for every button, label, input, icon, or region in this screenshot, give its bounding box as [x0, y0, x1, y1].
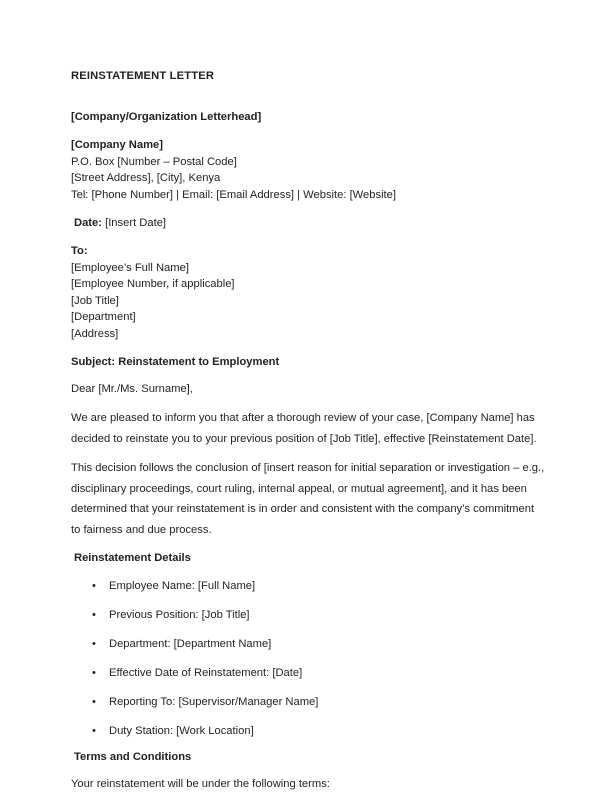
company-address-block	[71, 137, 545, 203]
bullet-icon: •	[92, 725, 96, 737]
list-item	[71, 665, 545, 681]
body-paragraph-1: We are pleased to inform you that after a thorough review of your case, [Company Name] has decided to reinstate you to your previous position of [Job Title], effective [Reinstatement Date].	[71, 412, 537, 445]
list-item-label: Previous Position: [Job Title]	[109, 609, 250, 621]
bullet-icon: •	[92, 667, 96, 679]
spacer	[71, 765, 545, 776]
reinstatement-details-list	[71, 578, 545, 739]
section-heading-terms-and-conditions: Terms and Conditions	[74, 751, 192, 763]
spacer	[71, 397, 545, 408]
bullet-icon: •	[92, 638, 96, 650]
company-contact-line: Tel: [Phone Number] | Email: [Email Address] | Website: [Website]	[71, 188, 396, 201]
company-po-box: P.O. Box [Number – Postal Code]	[71, 155, 237, 168]
recipient-line: [Employee Number, if applicable]	[71, 278, 235, 290]
spacer	[71, 540, 545, 550]
recipient-line: [Address]	[71, 327, 119, 340]
recipient-line: [Employee’s Full Name]	[71, 261, 189, 274]
list-item-label: Effective Date of Reinstatement: [Date]	[109, 667, 303, 679]
bullet-icon: •	[92, 580, 96, 592]
subject-line: Subject: Reinstatement to Employment	[71, 356, 280, 368]
list-item	[71, 694, 545, 710]
bullet-icon: •	[92, 696, 96, 708]
date-label: Date:	[74, 217, 102, 229]
spacer	[71, 84, 545, 109]
body-paragraph-2: This decision follows the conclusion of [insert reason for initial separation or investigation – e.g., disciplinary proceedings, court ruling, internal appeal, or mutual agreement], and it has been determined that your reinstatement is in order and consistent with the company’s commitment to fairness and due process.	[71, 462, 545, 536]
document-title: REINSTATEMENT LETTER	[71, 70, 215, 82]
spacer	[71, 370, 545, 381]
company-street-address: [Street Address], [City], Kenya	[71, 172, 221, 184]
salutation: Dear [Mr./Ms. Surname],	[71, 383, 193, 395]
list-item	[71, 578, 545, 594]
company-name: [Company Name]	[71, 139, 164, 151]
spacer	[71, 739, 545, 749]
section-heading-reinstatement-details: Reinstatement Details	[74, 552, 191, 564]
spacer	[71, 342, 545, 354]
spacer	[71, 203, 545, 215]
list-item-label: Department: [Department Name]	[109, 638, 272, 650]
list-item-label: Reporting To: [Supervisor/Manager Name]	[109, 696, 319, 708]
list-item	[71, 636, 545, 652]
list-item	[71, 607, 545, 623]
spacer	[71, 231, 545, 243]
date-value: [Insert Date]	[101, 217, 167, 229]
recipient-line: [Job Title]	[71, 294, 119, 307]
list-item-label: Duty Station: [Work Location]	[109, 725, 254, 737]
spacer	[71, 125, 545, 137]
document-content	[71, 68, 545, 792]
letterhead-placeholder: [Company/Organization Letterhead]	[71, 111, 262, 123]
bullet-icon: •	[92, 609, 96, 621]
date-line	[71, 215, 545, 231]
recipient-line: [Department]	[71, 311, 136, 323]
recipient-block	[71, 243, 545, 342]
terms-intro-text: Your reinstatement will be under the following terms:	[71, 778, 330, 790]
spacer	[71, 449, 545, 458]
list-item-label: Employee Name: [Full Name]	[109, 580, 256, 592]
recipient-heading: To:	[71, 245, 88, 257]
list-item	[71, 723, 545, 739]
